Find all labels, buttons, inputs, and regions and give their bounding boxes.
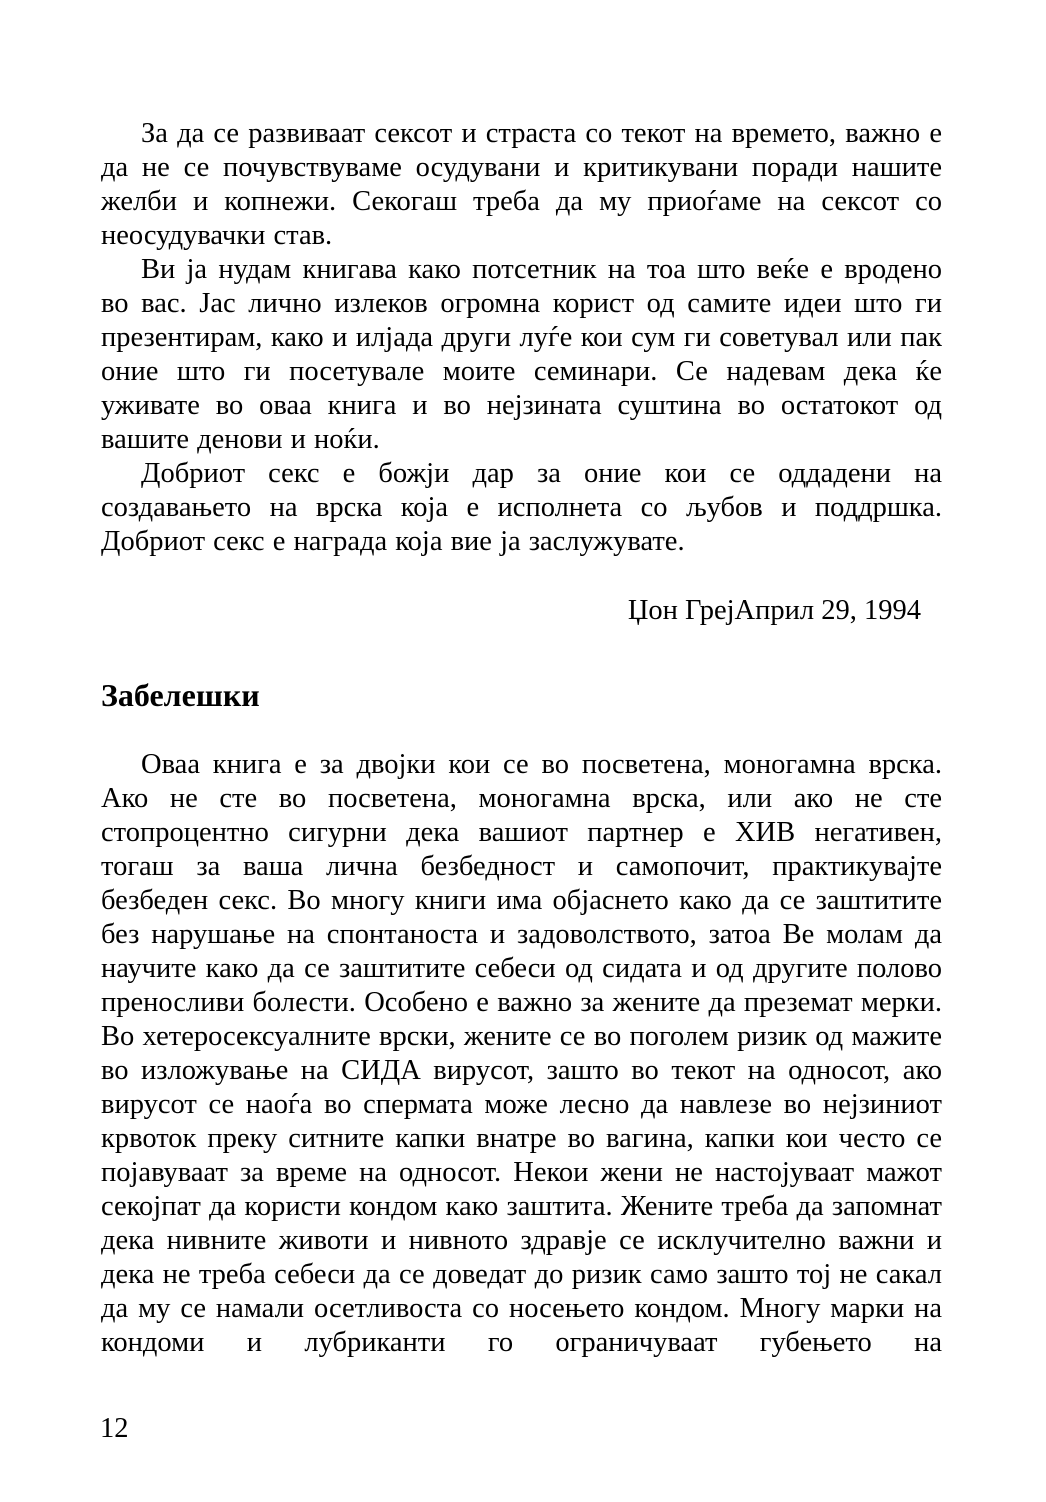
page-number: 12	[100, 1413, 129, 1444]
author-date-line: Џон ГрејАприл 29, 1994	[627, 595, 921, 626]
intro-paragraph-2: Ви ја нудам книгава како потсетник на тоа што веќе е вродено во вас. Јас лично излеков огромна корист од самите идеи што ги презентирам, како и илјада други луѓе кои сум ги советувал или пак оние што ги посетувале моите семинари. Се надевам дека ќе уживате во оваа книга и во нејзината суштина во остатокот од вашите денови и ноќи.	[101, 254, 942, 455]
page-content	[101, 117, 942, 1360]
intro-paragraph-3: Добриот секс е божји дар за оние кои се оддадени на создавањето на врска која е исполнета со љубов и поддршка. Добриот секс е награда која вие ја заслужувате.	[101, 458, 942, 557]
section-heading: Забелешки	[101, 677, 260, 713]
intro-paragraph-1: За да се развиваат сексот и страста со текот на времето, важно е да не се почувствуваме осудувани и критикувани поради нашите желби и копнежи. Секогаш треба да му приоѓаме на сексот со неосудувачки став.	[101, 118, 942, 251]
notes-paragraph: Оваа книга е за двојки кои се во посветена, моногамна врска. Ако не сте во посветена, моногамна врска, или ако не сте стопроцентно сигурни дека вашиот партнер е ХИВ негативен, тогаш за ваша лична безбедност и самопочит, практикувајте безбеден секс. Во многу книги има објаснето како да се заштитите без нарушање на спонтаноста и задоволството, затоа Ве молам да научите како да се заштитите себеси од сидата и од другите полово преносливи болести. Особено е важно за жените да преземат мерки. Во хетеросексуалните врски, жените се во поголем ризик од мажите во изложување на СИДА вирусот, зашто во текот на односот, ако вирусот се наоѓа во спермата може лесно да навлезе во нејзиниот крвоток преку ситните капки внатре во вагина, капки кои често се појавуваат за време на односот. Некои жени не настојуваат мажот секојпат да користи кондом како заштита. Жените треба да запомнат дека нивните животи и нивното здравје се исклучително важни и дека не треба себеси да се доведат до ризик само зашто тој не сакал да му се намали осетливоста со носењето кондом. Многу марки на кондоми и лубриканти го ограничуваат губењето на	[101, 749, 942, 1358]
